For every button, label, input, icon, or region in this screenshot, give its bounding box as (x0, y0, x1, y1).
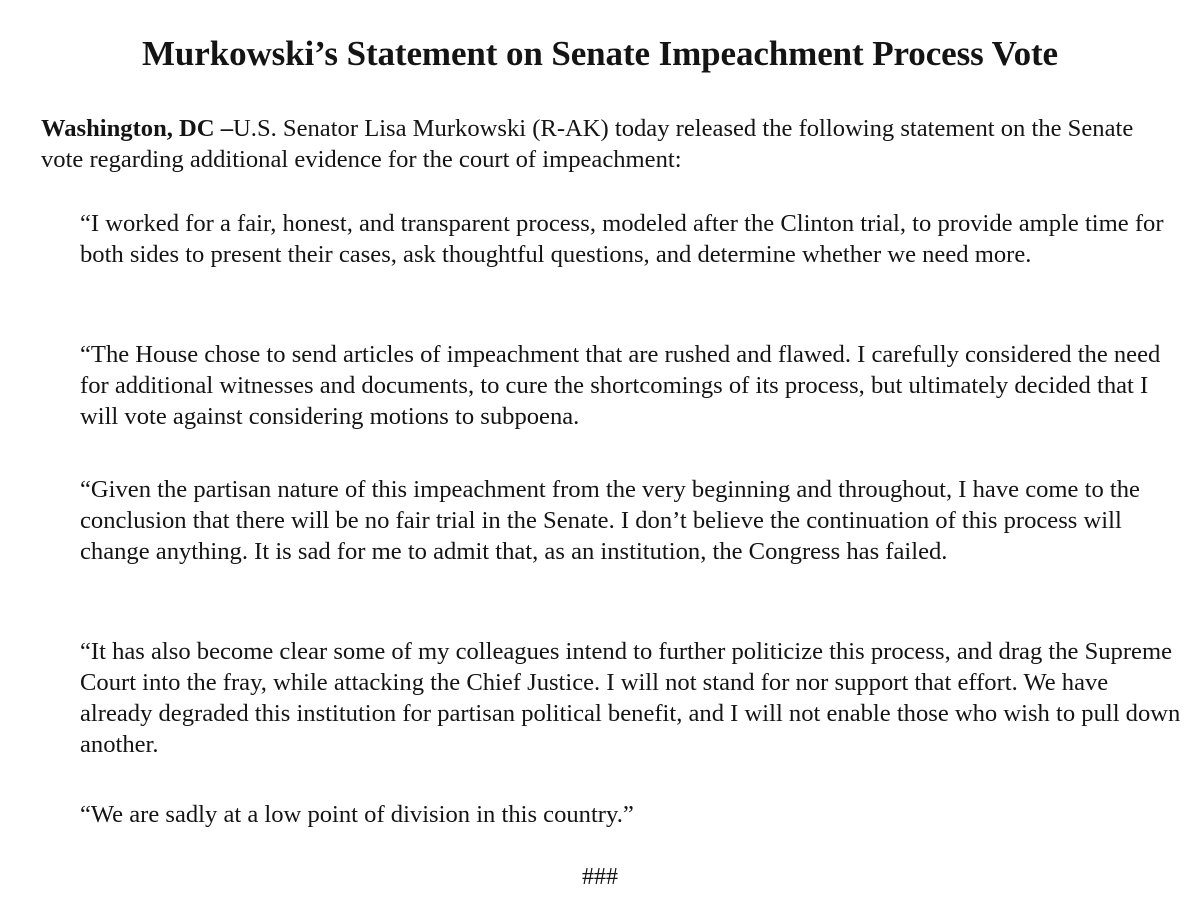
dateline: Washington, DC – (41, 115, 234, 142)
quote-paragraph-2: “The House chose to send articles of impeachment that are rushed and flawed. I carefully considered the need for additional witnesses and documents, to cure the shortcomings of its process, but ultimately decided that I will vote against considering motions to subpoena. (80, 341, 1161, 430)
quote-paragraph-1: “I worked for a fair, honest, and transparent process, modeled after the Clinton trial, to provide ample time for both sides to present their cases, ask thoughtful questions, and determine whether we need more. (80, 210, 1164, 268)
intro-paragraph (41, 113, 1181, 175)
quote-paragraph-4: “It has also become clear some of my colleagues intend to further politicize this process, and drag the Supreme Court into the fray, while attacking the Chief Justice. I will not stand for nor support that effort. We have already degraded this institution for partisan political benefit, and I will not enable those who wish to pull down another. (80, 638, 1181, 758)
intro-text: U.S. Senator Lisa Murkowski (R-AK) today released the following statement on the Senate vote regarding additional evidence for the court of impeachment: (41, 115, 1134, 173)
end-mark: ### (582, 864, 618, 890)
quote-paragraph-3: “Given the partisan nature of this impeachment from the very beginning and throughout, I have come to the conclusion that there will be no fair trial in the Senate. I don’t believe the continuation of this process will change anything. It is sad for me to admit that, as an institution, the Congress has failed. (80, 476, 1140, 565)
quote-paragraph-5: “We are sadly at a low point of division in this country.” (80, 801, 634, 828)
page-title: Murkowski’s Statement on Senate Impeachment Process Vote (141, 34, 1058, 73)
